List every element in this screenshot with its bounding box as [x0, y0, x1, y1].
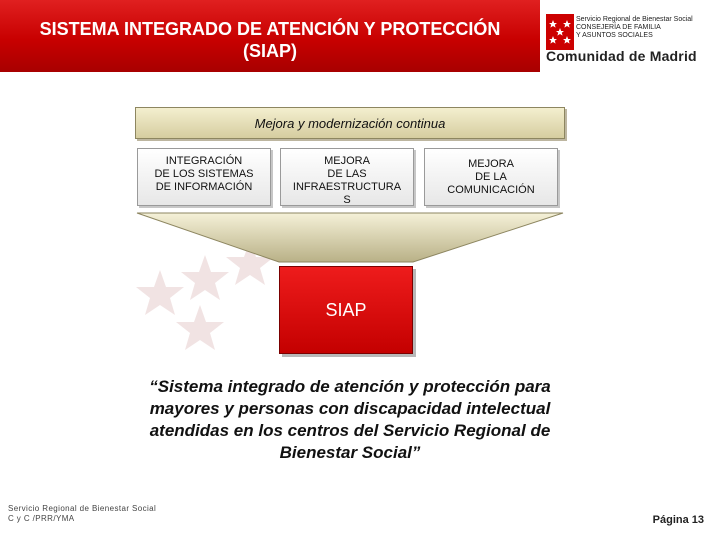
box-label: MEJORA DE LAS INFRAESTRUCTURA S [292, 155, 402, 206]
footer-line-2: C y C /PRR/YMA [8, 514, 75, 523]
box-label: MEJORA DE LA COMUNICACIÓN [447, 158, 535, 196]
infrastructure-box [280, 148, 414, 206]
improvement-banner: Mejora y modernización continua [135, 107, 565, 139]
footer-line-1: Servicio Regional de Bienestar Social [8, 504, 157, 513]
communication-box [424, 148, 558, 206]
siap-label: SIAP [325, 299, 367, 320]
box-label: INTEGRACIÓN DE LOS SISTEMAS DE INFORMACIÓN [154, 155, 254, 193]
page-number: Página 13 [652, 514, 704, 526]
logo-wordmark: Comunidad de Madrid [546, 48, 697, 64]
information-systems-box [137, 148, 271, 206]
siap-result-box [279, 266, 413, 354]
logo-line-2: CONSEJERÍA DE FAMILIA [576, 24, 661, 31]
title-line-1: SISTEMA INTEGRADO DE ATENCIÓN Y PROTECCIÓN [39, 19, 501, 39]
logo-line-3: Y ASUNTOS SOCIALES [576, 32, 653, 39]
title-line-2: (SIAP) [243, 41, 297, 61]
footer-credits [8, 504, 156, 524]
logo-line-1: Servicio Regional de Bienestar Social [576, 16, 693, 23]
definition-quote: “Sistema integrado de atención y protección para mayores y personas con discapacidad intelectual atendidas en los centros del Servicio Regional de Bienestar Social” [149, 377, 551, 462]
